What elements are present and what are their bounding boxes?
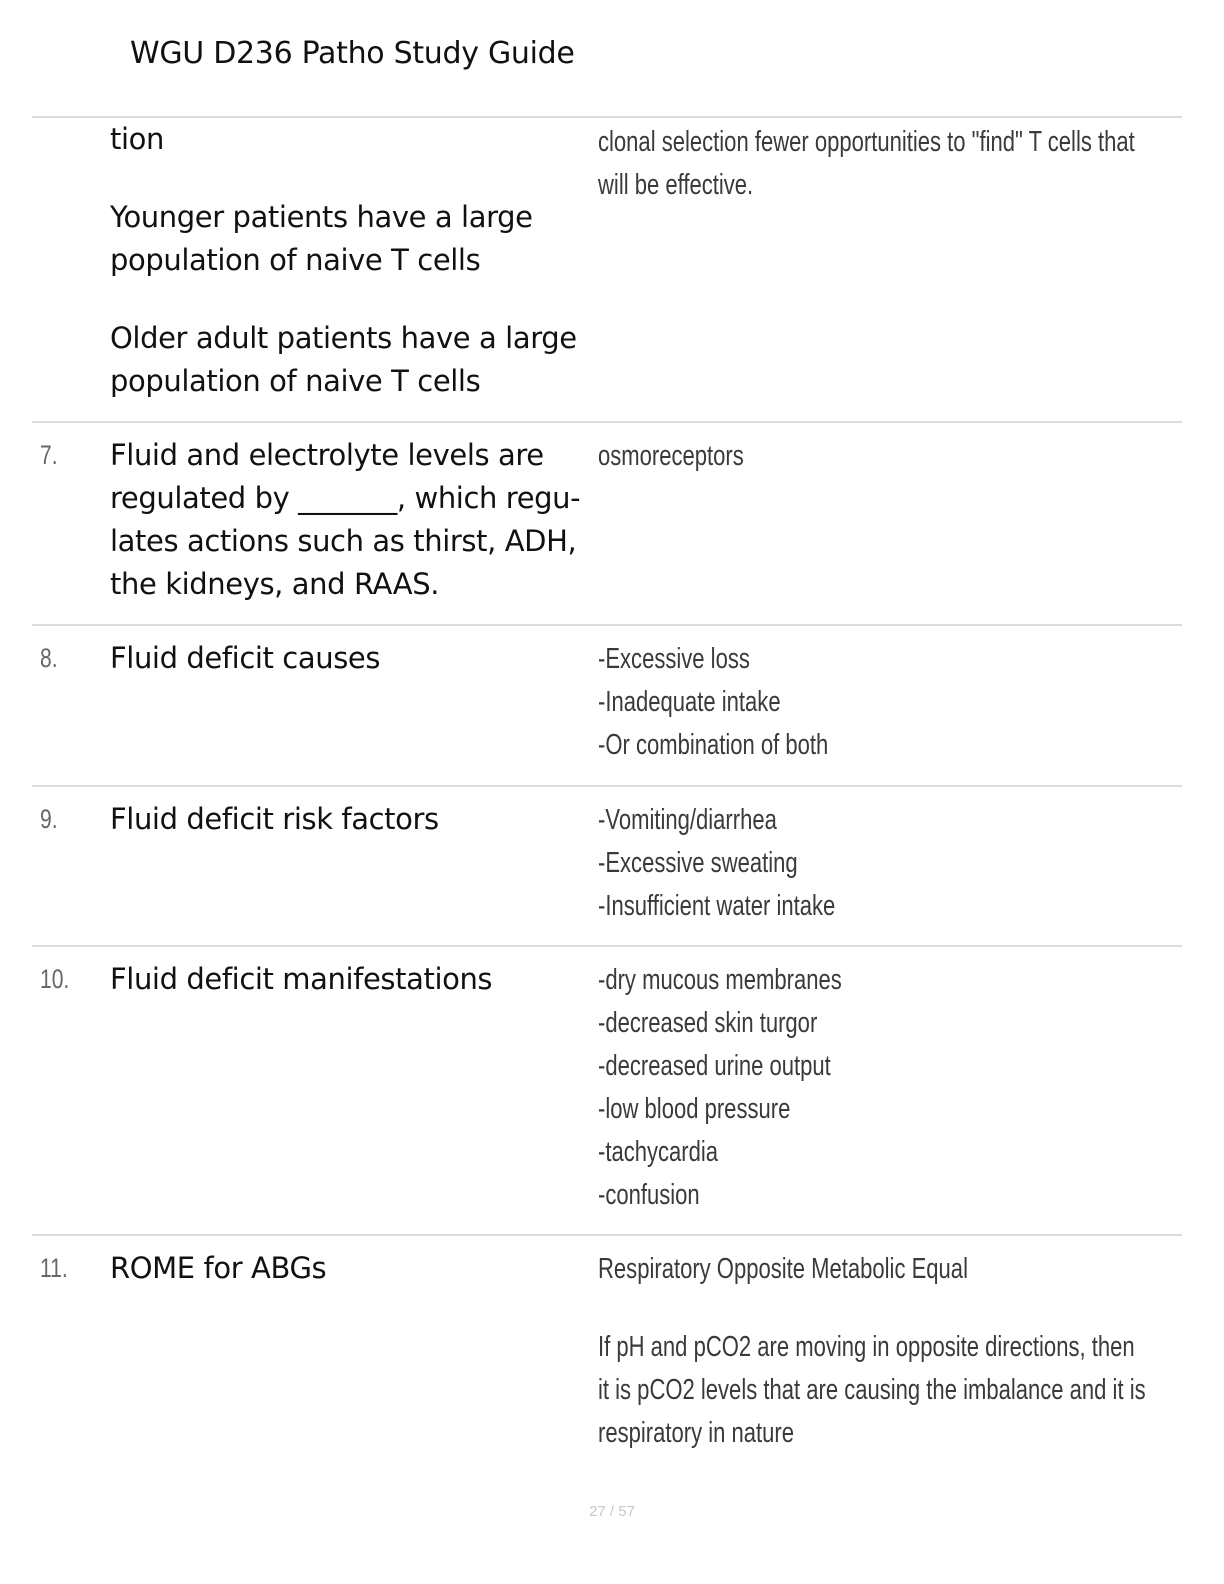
- term-text: Fluid and electrolyte levels are regulated by _______, which regu-lates actions such as thirst, ADH, the kidneys, and RAAS.: [110, 438, 581, 601]
- definition-text: respiratory in nature: [598, 1417, 795, 1449]
- row-divider: [32, 624, 1182, 626]
- definition-cell: [598, 959, 1160, 1217]
- definition-text: -confusion: [598, 1179, 700, 1211]
- definition-text: -decreased skin turgor: [598, 1007, 818, 1039]
- definition-text: will be effective.: [598, 169, 754, 201]
- term-cell: [110, 798, 600, 841]
- definition-text: osmoreceptors: [598, 440, 744, 472]
- term-text: Older adult patients have a large population of naive T cells: [110, 321, 577, 398]
- term-text: Fluid deficit manifestations: [110, 962, 493, 996]
- row-number: 9.: [40, 804, 58, 834]
- row-divider: [32, 1234, 1182, 1236]
- definition-text: -Or combination of both: [598, 729, 829, 761]
- definition-cell: [598, 435, 1160, 478]
- definition-text: -Vomiting/diarrhea: [598, 804, 777, 836]
- definition-text: clonal selection fewer opportunities to "find" T cells that: [598, 126, 1135, 158]
- row-divider: [32, 421, 1182, 423]
- definition-text: -dry mucous membranes: [598, 964, 842, 996]
- term-text: Younger patients have a large population of naive T cells: [110, 200, 533, 277]
- term-text: ROME for ABGs: [110, 1251, 327, 1285]
- definition-cell: [598, 799, 1160, 928]
- definition-text: -low blood pressure: [598, 1093, 791, 1125]
- page-number: 27 / 57: [589, 1503, 635, 1520]
- definition-cell: [598, 1248, 1160, 1455]
- term-text: Fluid deficit causes: [110, 641, 381, 675]
- document-title: WGU D236 Patho Study Guide: [130, 36, 575, 71]
- definition-text: -Excessive sweating: [598, 847, 798, 879]
- definition-text: -Excessive loss: [598, 643, 750, 675]
- definition-text: -tachycardia: [598, 1136, 719, 1168]
- definition-text: it is pCO2 levels that are causing the imbalance and it is: [598, 1374, 1146, 1406]
- definition-cell: [598, 638, 1160, 767]
- row-number: 8.: [40, 643, 58, 673]
- row-number: 10.: [40, 964, 70, 994]
- definition-text: -Insufficient water intake: [598, 890, 836, 922]
- definition-text: -Inadequate intake: [598, 686, 781, 718]
- definition-text: Respiratory Opposite Metabolic Equal: [598, 1253, 968, 1285]
- definition-text: If pH and pCO2 are moving in opposite directions, then: [598, 1331, 1135, 1363]
- definition-cell: [598, 121, 1160, 207]
- row-divider: [32, 785, 1182, 787]
- term-cell: [110, 637, 600, 680]
- row-number: 11.: [40, 1253, 68, 1283]
- term-cell: [110, 434, 600, 606]
- term-cell: [110, 1247, 600, 1290]
- term-cell: [110, 118, 600, 403]
- term-text: Fluid deficit risk factors: [110, 802, 439, 836]
- definition-text: -decreased urine output: [598, 1050, 831, 1082]
- term-text: tion: [110, 122, 164, 156]
- row-number: 7.: [40, 440, 58, 470]
- term-cell: [110, 958, 600, 1001]
- row-divider: [32, 945, 1182, 947]
